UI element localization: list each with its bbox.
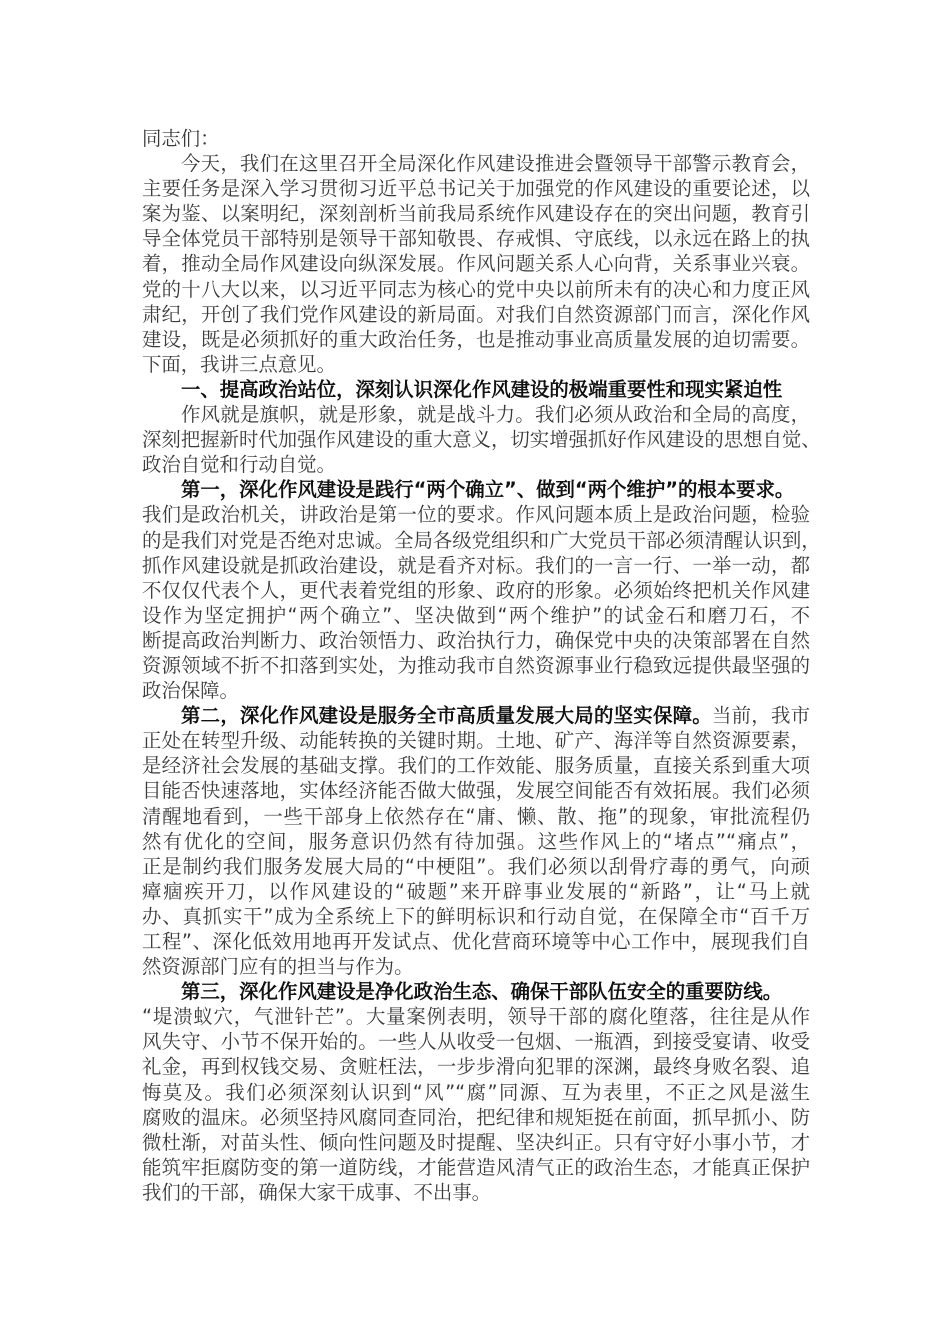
paragraph	[142, 402, 821, 477]
line-text: 下面，我讲三点意见。	[142, 352, 336, 376]
line-text: 不仅仅代表个人，更代表着党组的形象、政府的形象。必须始终把机关作风建	[142, 578, 810, 602]
line-text: 政治保障。	[142, 679, 239, 703]
text-line	[142, 1029, 810, 1054]
line-text: 作风就是旗帜，就是形象，就是战斗力。我们必须从政治和全局的高度，	[181, 403, 810, 427]
line-text: 资源领域不折不扣落到实处，为推动我市自然资源事业行稳致远提供最坚强的	[142, 653, 810, 677]
line-text: 瘴痼疾开刀，以作风建设的“破题”来开辟事业发展的“新路”，让“马上就	[142, 879, 810, 903]
line-text: 今天，我们在这里召开全局深化作风建设推进会暨领导干部警示教育会，	[181, 152, 810, 176]
line-text: 导全体党员干部特别是领导干部知敬畏、存戒惧、守底线，以永远在路上的执	[142, 227, 810, 251]
line-text: 然有优化的空间，服务意识仍然有待加强。这些作风上的“堵点”“痛点”，	[142, 829, 810, 853]
text-line	[142, 603, 810, 628]
bold-lead-sentence: 第一，深化作风建设是践行“两个确立”、做到“两个维护”的根本要求。	[181, 478, 795, 502]
line-text: 肃纪，开创了我们党作风建设的新局面。对我们自然资源部门而言，深化作风	[142, 302, 810, 326]
text-line	[142, 176, 810, 201]
line-text: 是经济社会发展的基础支撑。我们的工作效能、服务质量，直接关系到重大项	[142, 754, 810, 778]
line-text: 案为鉴、以案明纪，深刻剖析当前我局系统作风建设存在的突出问题，教育引	[142, 202, 810, 226]
text-line	[142, 804, 810, 829]
text-line	[142, 653, 810, 678]
text-line	[142, 528, 821, 553]
lead-line	[142, 979, 810, 1004]
text-line	[142, 1180, 810, 1205]
section-heading	[142, 377, 810, 402]
line-text: 深刻把握新时代加强作风建设的重大意义，切实增强抓好作风建设的思想自觉、	[142, 428, 821, 452]
text-segment: 当前，我市	[711, 704, 811, 728]
line-text: 政治自觉和行动自觉。	[142, 453, 336, 477]
text-line	[142, 929, 810, 954]
heading-text: 一、提高政治站位，深刻认识深化作风建设的极端重要性和现实紧迫性	[181, 377, 783, 401]
line-text: 着，推动全局作风建设向纵深发展。作风问题关系人心向背，关系事业兴衰。	[142, 252, 810, 276]
paragraph	[142, 151, 810, 377]
paragraph	[142, 703, 810, 979]
text-line	[142, 377, 810, 402]
bold-lead-sentence: 第二，深化作风建设是服务全市高质量发展大局的坚实保障。	[181, 704, 712, 728]
text-line	[142, 753, 810, 778]
bold-lead-sentence: 第三，深化作风建设是净化政治生态、确保干部队伍安全的重要防线。	[181, 980, 783, 1004]
line-text: 清醒地看到，一些干部身上依然存在“庸、懒、散、拖”的现象，审批流程仍	[142, 804, 810, 828]
lead-line	[142, 477, 810, 502]
text-line	[142, 778, 810, 803]
paragraph	[142, 477, 821, 703]
text-line	[142, 904, 810, 929]
lead-line	[142, 703, 810, 728]
text-line	[142, 954, 810, 979]
text-line	[142, 327, 810, 352]
text-line	[142, 452, 810, 477]
text-line	[142, 628, 810, 653]
text-line	[142, 1130, 810, 1155]
text-line	[142, 553, 810, 578]
text-line	[142, 728, 810, 753]
line-text: 然资源部门应有的担当与作为。	[142, 955, 414, 979]
line-text: 建设，既是必须抓好的重大政治任务，也是推动事业高质量发展的迫切需要。	[142, 327, 810, 351]
line-text: “堤溃蚁穴，气泄针芒”。大量案例表明，领导干部的腐化堕落，往往是从作	[142, 1005, 810, 1029]
text-line	[142, 1054, 810, 1079]
line-text: 断提高政治判断力、政治领悟力、政治执行力，确保党中央的决策部署在自然	[142, 628, 810, 652]
line-text: 设作为坚定拥护“两个确立”、坚决做到“两个维护”的试金石和磨刀石，不	[142, 603, 810, 627]
text-line	[142, 126, 810, 151]
line-text: 同志们：	[142, 127, 220, 150]
line-text: 党的十八大以来，以习近平同志为核心的党中央以前所未有的决心和力度正风	[142, 277, 810, 301]
text-line	[142, 829, 810, 854]
line-text: 抓作风建设就是抓政治建设，就是看齐对标。我们的一言一行、一举一动，都	[142, 553, 810, 577]
salutation	[142, 126, 810, 151]
text-line	[142, 578, 810, 603]
document-body	[142, 126, 821, 1205]
paragraph	[142, 979, 810, 1205]
text-line	[142, 1004, 810, 1029]
text-line	[142, 1080, 810, 1105]
text-line	[142, 201, 810, 226]
text-line	[142, 352, 810, 377]
line-text: 目能否快速落地，实体经济能否做大做强，发展空间能否有效拓展。我们必须	[142, 779, 810, 803]
text-line	[142, 277, 810, 302]
text-line	[142, 1155, 810, 1180]
line-text: 腐败的温床。必须坚持风腐同查同治，把纪律和规矩挺在前面，抓早抓小、防	[142, 1105, 810, 1129]
line-text: 能筑牢拒腐防变的第一道防线，才能营造风清气正的政治生态，才能真正保护	[142, 1155, 810, 1179]
line-text: 的是我们对党是否绝对忠诚。全局各级党组织和广大党员干部必须清醒认识到，	[142, 528, 821, 552]
text-line	[142, 302, 810, 327]
text-line	[142, 1105, 810, 1130]
text-line	[142, 427, 821, 452]
line-text: 主要任务是深入学习贯彻习近平总书记关于加强党的作风建设的重要论述，以	[142, 177, 810, 201]
text-line	[142, 151, 810, 176]
text-line	[142, 226, 810, 251]
line-text: 我们是政治机关，讲政治是第一位的要求。作风问题本质上是政治问题，检验	[142, 503, 810, 527]
text-line	[142, 251, 810, 276]
text-line	[142, 502, 810, 527]
line-text: 办、真抓实干”成为全系统上下的鲜明标识和行动自觉，在保障全市“百千万	[142, 904, 810, 928]
text-line	[142, 854, 810, 879]
line-text: 礼金，再到权钱交易、贪赃枉法，一步步滑向犯罪的深渊，最终身败名裂、追	[142, 1055, 810, 1079]
line-text: 微杜渐，对苗头性、倾向性问题及时提醒、坚决纠正。只有守好小事小节，才	[142, 1130, 810, 1154]
line-text: 我们的干部，确保大家干成事、不出事。	[142, 1180, 492, 1204]
line-text: 悔莫及。我们必须深刻认识到“风”“腐”同源、互为表里，不正之风是滋生	[142, 1080, 810, 1104]
line-text: 风失守、小节不保开始的。一些人从收受一包烟、一瓶酒，到接受宴请、收受	[142, 1030, 810, 1054]
line-text: 正处在转型升级、动能转换的关键时期。土地、矿产、海洋等自然资源要素，	[142, 729, 810, 753]
text-line	[142, 879, 810, 904]
text-line	[142, 402, 810, 427]
line-text: 正是制约我们服务发展大局的“中梗阻”。我们必须以刮骨疗毒的勇气，向顽	[142, 854, 810, 878]
line-text: 工程”、深化低效用地再开发试点、优化营商环境等中心工作中，展现我们自	[142, 930, 810, 953]
text-line	[142, 678, 810, 703]
